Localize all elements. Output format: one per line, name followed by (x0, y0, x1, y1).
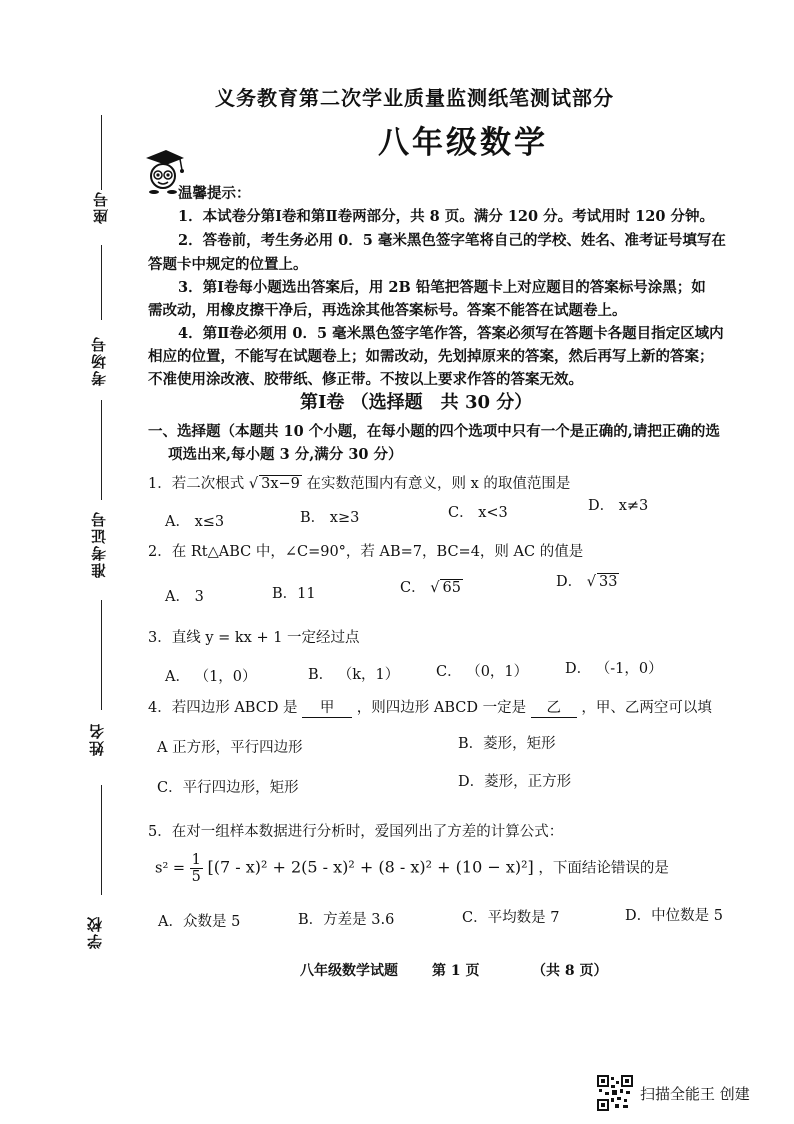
ticket-line-bottom (101, 600, 102, 710)
scanner-watermark: 扫描全能王 创建 (640, 1085, 750, 1103)
name-label: 姓名 (88, 722, 106, 756)
q4-blank-1: 甲 (302, 696, 352, 718)
name-line (101, 785, 102, 895)
tips-line-5: 需改动，用橡皮擦干净后，再选涂其他答案标号。答案不能答在试题卷上。 (148, 302, 627, 319)
question-4 (148, 696, 712, 718)
q2-option-a: A． 3 (165, 589, 204, 605)
q1-post: 在实数范围内有意义，则 x 的取值范围是 (306, 476, 571, 492)
section-instruction-1: 一、选择题（本题共 10 个小题，在每小题的四个选项中只有一个是正确的,请把正确的选 (148, 423, 720, 440)
tips-line-3: 答题卡中规定的位置上。 (148, 256, 308, 273)
q1-option-c: C． x<3 (448, 505, 508, 521)
question-3: 3．直线 y = kx + 1 一定经过点 (148, 630, 360, 646)
question-2: 2．在 Rt△ABC 中，∠C=90°，若 AB=7，BC=4，则 AC 的值是 (148, 544, 584, 560)
q5-option-d: D．中位数是 5 (625, 908, 723, 924)
qr-code-icon (597, 1075, 633, 1111)
q3-option-c: C． （0，1） (436, 664, 529, 680)
q5-frac-den: 5 (191, 869, 201, 885)
q4-option-a: A 正方形，平行四边形 (157, 740, 303, 756)
q5-formula-lhs: s² = (155, 860, 186, 877)
q1-radicand: 3x−9 (261, 476, 300, 492)
tips-line-7: 相应的位置，不能写在试题卷上；如需改动，先划掉原来的答案，然后再写上新的答案； (148, 348, 714, 365)
exam-subtitle: 义务教育第二次学业质量监测纸笔测试部分 (215, 86, 614, 110)
school-label: 学校 (86, 915, 104, 949)
tips-line-4: 3．第Ⅰ卷每小题选出答案后，用 2B 铅笔把答题卡上对应题目的答案标号涂黑；如 (178, 279, 706, 296)
section-heading: 第Ⅰ卷 （选择题 共 30 分） (300, 392, 533, 413)
q5-option-b: B．方差是 3.6 (298, 912, 395, 928)
section-instruction-2: 项选出来,每小题 3 分,满分 30 分） (168, 446, 403, 463)
q3-option-d: D． （-1，0） (565, 661, 663, 677)
room-line (101, 245, 102, 320)
q4-pre: 4．若四边形 ABCD 是 (148, 700, 298, 716)
q1-option-d: D． x≠3 (588, 498, 649, 514)
tips-line-8: 不准使用涂改液、胶带纸、修正带。不按以上要求作答的答案无效。 (148, 371, 583, 388)
q5-frac-num: 1 (191, 852, 201, 868)
footer-page-number: 第 1 页 (432, 963, 480, 979)
q4-post: ，甲、乙两空可以填 (581, 700, 712, 716)
q3-option-b: B． （k，1） (308, 667, 400, 683)
footer-total-pages: （共 8 页） (532, 963, 608, 979)
room-label: 考场号 (90, 335, 108, 386)
q2-c-label: C． (400, 580, 426, 596)
q1-pre: 1．若二次根式 (148, 476, 245, 492)
tips-line-2: 2．答卷前，考生务必用 0．5 毫米黑色签字笔将自己的学校、姓名、准考证号填写在 (178, 232, 726, 249)
q2-c-radicand: 65 (442, 580, 461, 596)
q5-formula-post: ，下面结论错误的是 (538, 860, 669, 877)
q3-option-a: A． （1，0） (165, 669, 257, 685)
tips-line-6: 4．第Ⅱ卷必须用 0．5 毫米黑色签字笔作答，答案必须写在答题卡各题目指定区域内 (178, 325, 724, 342)
q4-option-b: B．菱形，矩形 (458, 736, 556, 752)
seat-label: 座号 (92, 190, 110, 224)
q2-d-label: D． (556, 574, 583, 590)
q4-mid: ，则四边形 ABCD 一定是 (356, 700, 527, 716)
q5-formula-body: [(7 - x)² + 2(5 - x)² + (8 - x)² + (10 − x)²] (207, 857, 534, 877)
q1-option-b: B． x≥3 (300, 510, 360, 526)
seat-line (101, 115, 102, 190)
ticket-label: 准考证号 (90, 510, 108, 578)
q5-fraction (190, 852, 203, 885)
q1-option-a: A． x≤3 (165, 514, 225, 530)
q2-d-sqrt-sign: √ (586, 574, 596, 590)
q5-option-a: A．众数是 5 (158, 914, 241, 930)
q2-option-b: B．11 (272, 586, 316, 602)
tips-heading: 温馨提示： (178, 185, 251, 202)
q4-option-d: D．菱形，正方形 (458, 774, 572, 790)
q1-sqrt-sign: √ (248, 476, 259, 492)
q2-c-sqrt-sign: √ (430, 580, 440, 596)
q5-formula (155, 852, 669, 885)
q2-option-d (556, 570, 619, 591)
q2-d-radicand: 33 (599, 574, 618, 590)
footer-exam-name: 八年级数学试题 (300, 963, 398, 979)
q5-option-c: C．平均数是 7 (462, 910, 560, 926)
q2-option-c (400, 576, 463, 597)
tips-line-1: 1．本试卷分第Ⅰ卷和第Ⅱ卷两部分，共 8 页。满分 120 分。考试用时 120 分钟。 (178, 208, 715, 225)
question-1 (148, 472, 570, 493)
question-5: 5．在对一组样本数据进行分析时，爱国列出了方差的计算公式： (148, 824, 564, 840)
q4-blank-2: 乙 (531, 696, 577, 718)
q4-option-c: C．平行四边形，矩形 (157, 780, 299, 796)
exam-title: 八年级数学 (378, 125, 548, 161)
ticket-line-top (101, 400, 102, 500)
